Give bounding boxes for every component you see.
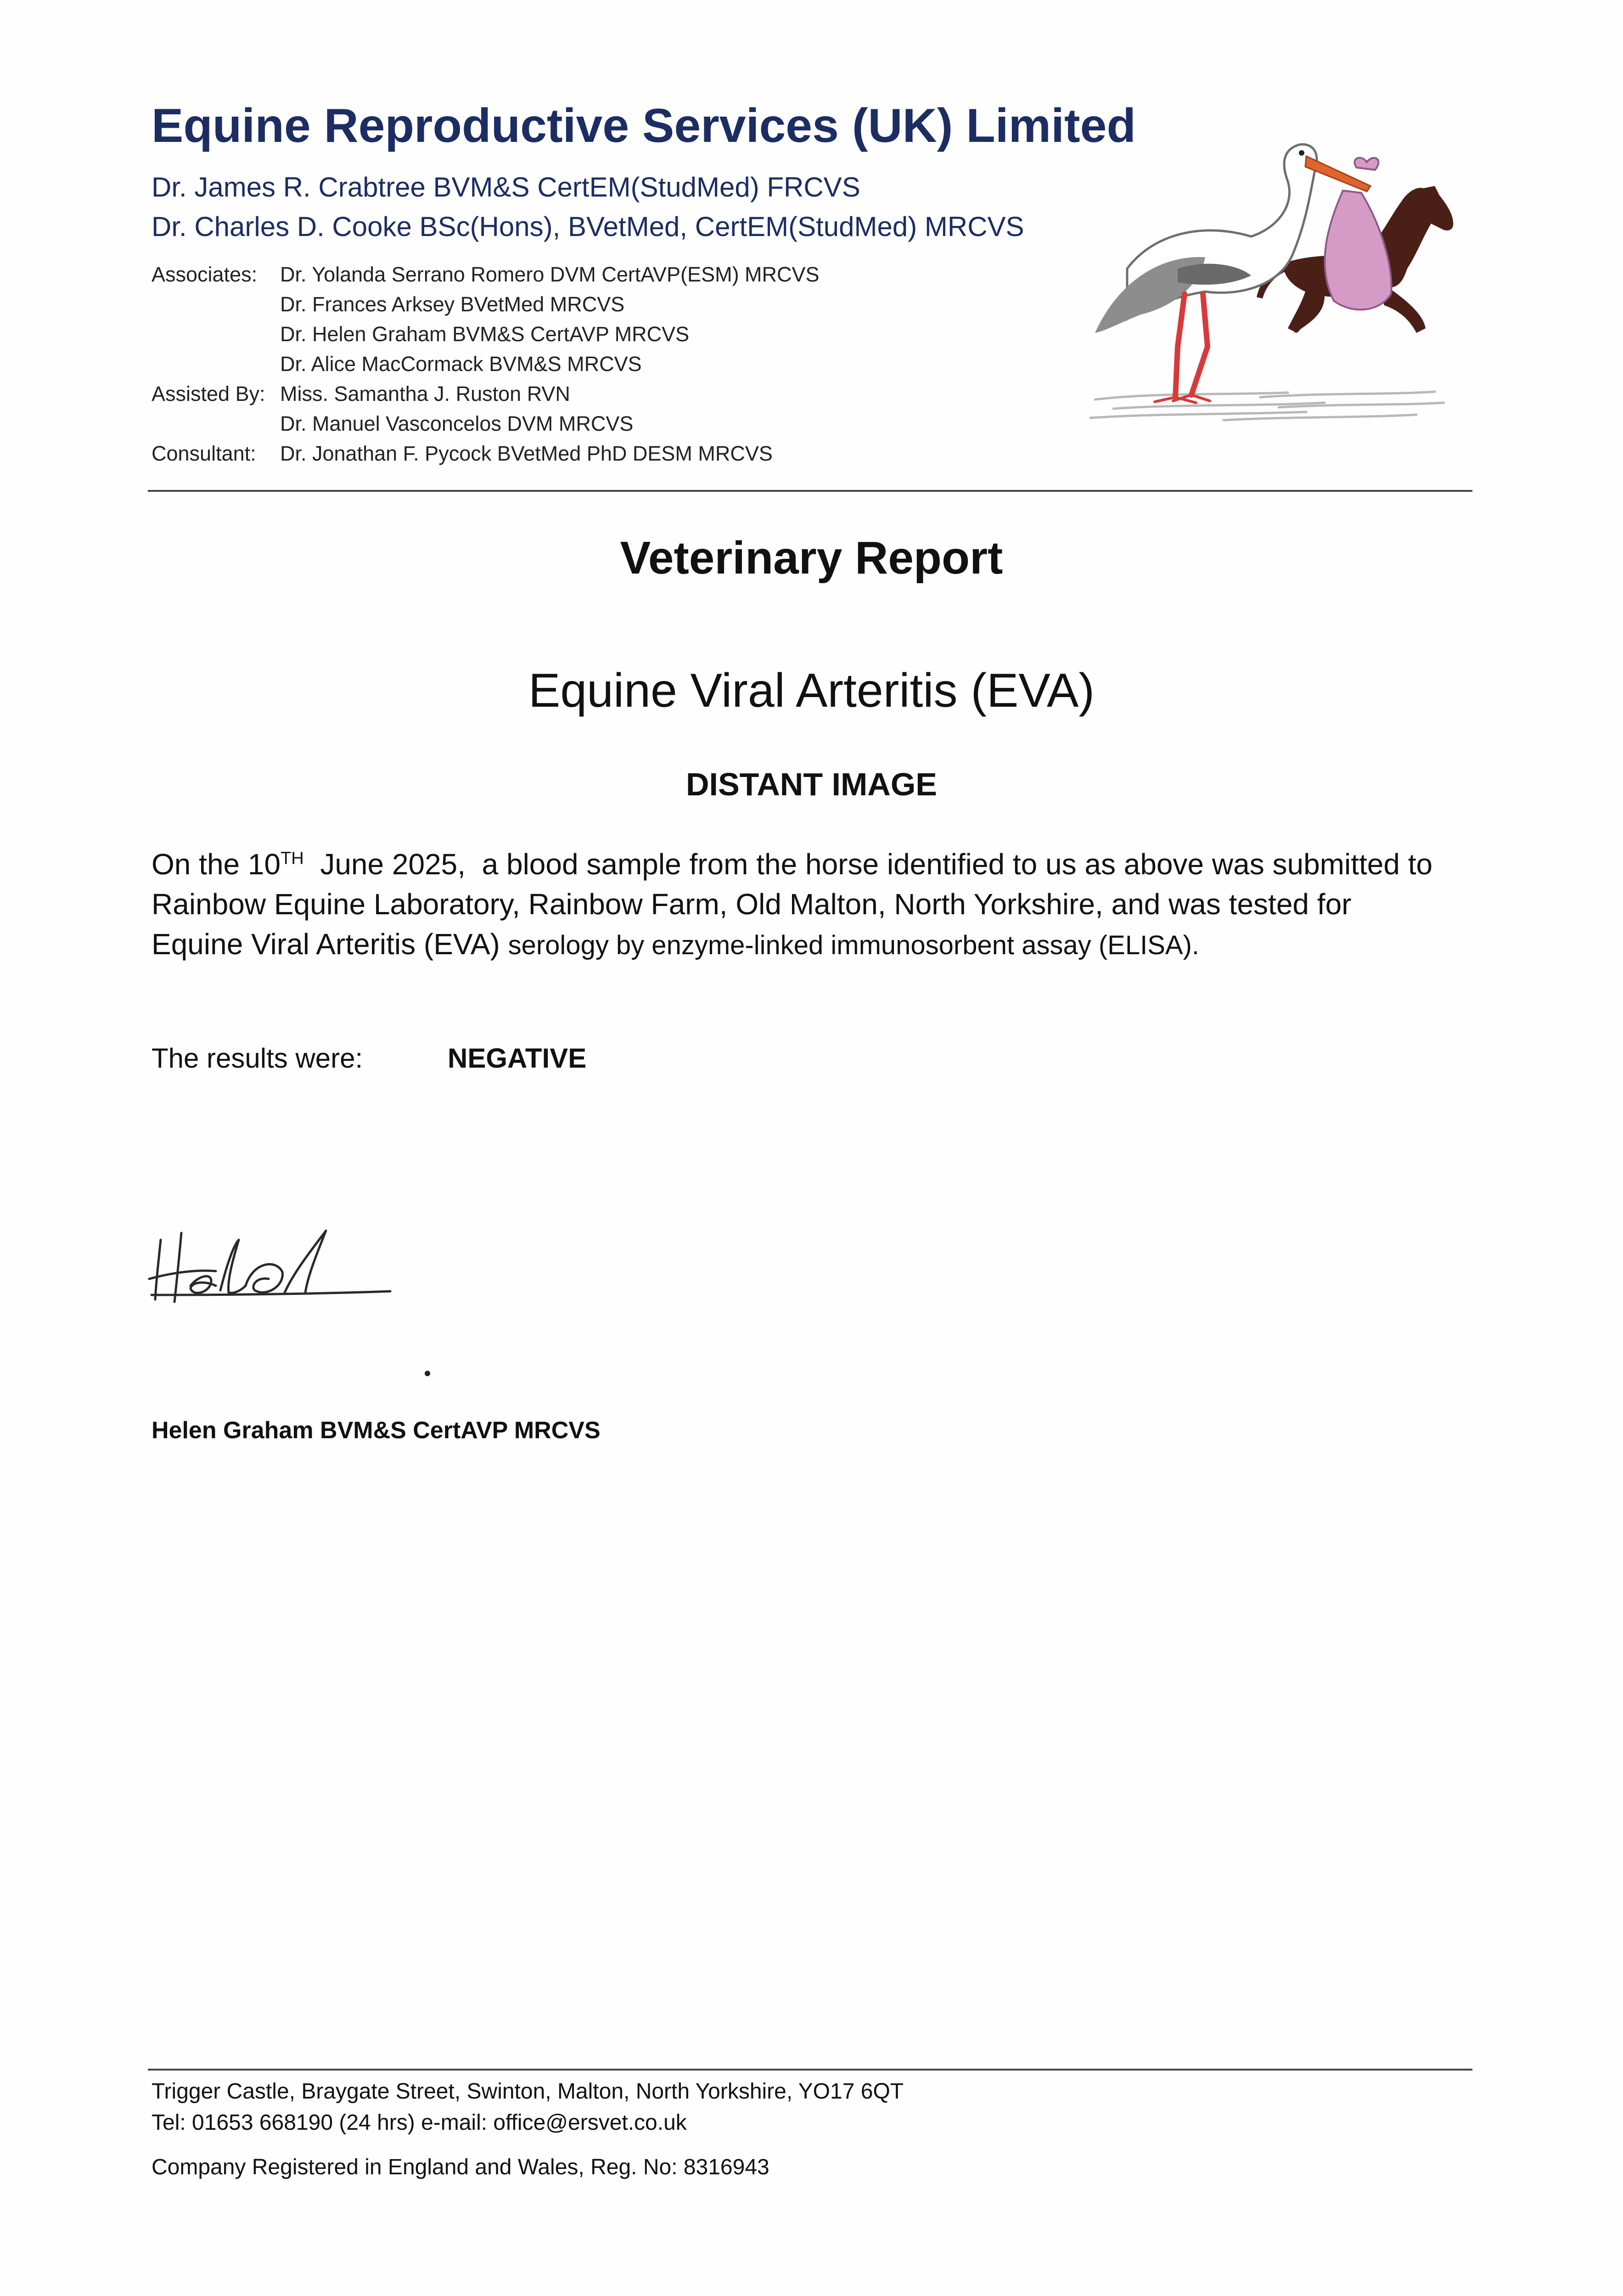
results-label: The results were: [152,1043,363,1074]
company-name: Equine Reproductive Services (UK) Limited [152,99,1136,152]
associate-name: Dr. Alice MacCormack BVM&S MRCVS [280,352,642,376]
assistant-name: Dr. Manuel Vasconcelos DVM MRCVS [280,412,634,435]
results-value: NEGATIVE [448,1043,587,1074]
body-text: Equine Viral Arteritis (EVA) [152,928,508,961]
horse-name: DISTANT IMAGE [685,766,937,802]
footer-address: Trigger Castle, Braygate Street, Swinton, Malton, North Yorkshire, YO17 6QT [152,2079,904,2104]
associate-name: Dr. Frances Arksey BVetMed MRCVS [280,293,625,316]
footer-registration: Company Registered in England and Wales, Reg. No: 8316943 [152,2155,769,2179]
footer-contact: Tel: 01653 668190 (24 hrs) e-mail: office@ersvet.co.uk [152,2110,687,2135]
consultant-name: Dr. Jonathan F. Pycock BVetMed PhD DESM MRCVS [280,442,773,465]
ground-strokes [1090,392,1444,420]
consultant-label: Consultant: [152,442,256,465]
partner-name: Dr. James R. Crabtree BVM&S CertEM(StudMed) FRCVS [152,172,860,203]
associate-name: Dr. Yolanda Serrano Romero DVM CertAVP(ESM) MRCVS [280,263,820,286]
test-name: Equine Viral Arteritis (EVA) [528,664,1095,717]
body-paragraph-line [152,927,1199,961]
report-title: Veterinary Report [620,532,1003,584]
body-text: On the 10 [152,848,281,881]
signature-dot [425,1371,430,1376]
date-ordinal-suffix: TH [281,849,304,868]
partner-name: Dr. Charles D. Cooke BSc(Hons), BVetMed, CertEM(StudMed) MRCVS [152,211,1024,242]
body-paragraph-line: Rainbow Equine Laboratory, Rainbow Farm, Old Malton, North Yorkshire, and was tested for [152,888,1352,921]
assistant-name: Miss. Samantha J. Ruston RVN [280,382,570,405]
body-text: serology by enzyme-linked immunosorbent assay (ELISA). [508,930,1200,960]
stork-horse-logo [1086,117,1476,439]
signatory-name: Helen Graham BVM&S CertAVP MRCVS [152,1417,601,1444]
associate-name: Dr. Helen Graham BVM&S CertAVP MRCVS [280,322,690,346]
footer-divider [148,2069,1472,2071]
assisted-by-label: Assisted By: [152,382,265,405]
associates-label: Associates: [152,263,258,286]
signature-image [147,1212,395,1313]
body-text: June 2025, a blood sample from the horse identified to us as above was submitted to [303,848,1433,881]
body-paragraph-line [152,847,1432,881]
header-divider [148,490,1472,492]
